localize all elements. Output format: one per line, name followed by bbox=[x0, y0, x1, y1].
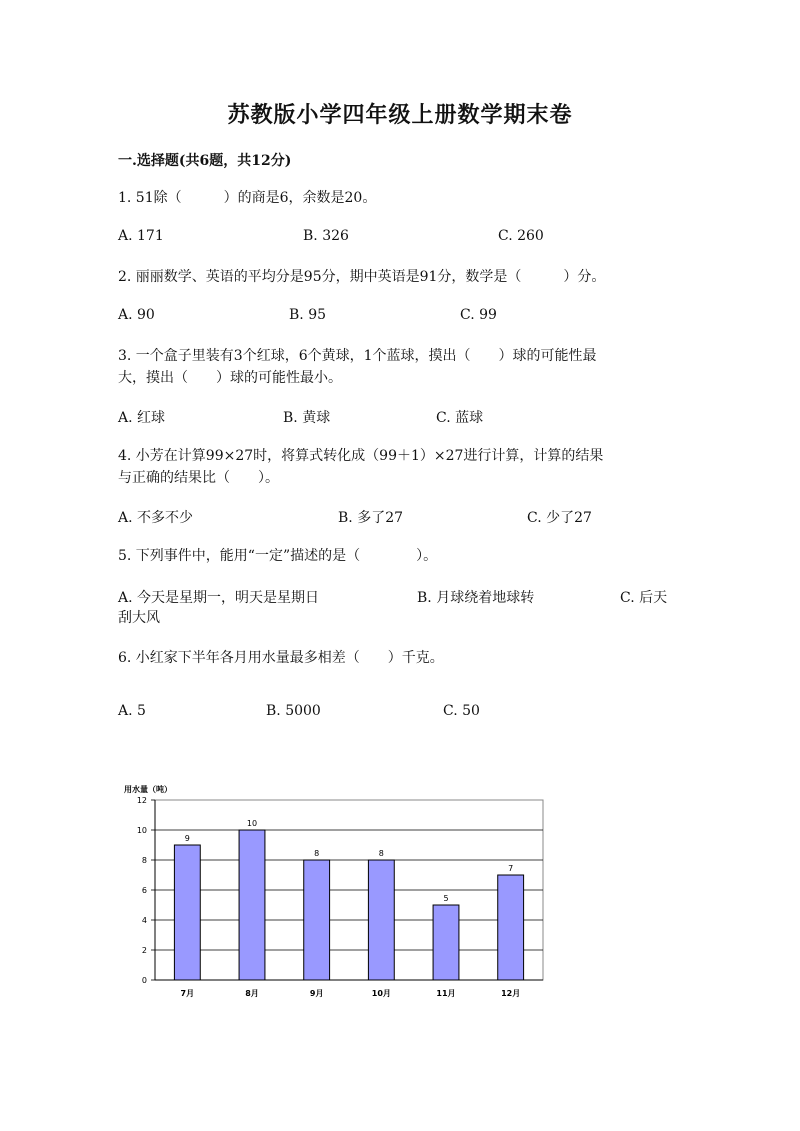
bar bbox=[239, 830, 265, 980]
bar bbox=[498, 875, 524, 980]
question-3-text-line-1: 3. 一个盒子里装有3个红球，6个黄球，1个蓝球，摸出（ ）球的可能性最 bbox=[118, 348, 597, 364]
x-tick-label: 7月 bbox=[180, 989, 195, 998]
question-2-text: 2. 丽丽数学、英语的平均分是95分，期中英语是91分，数学是（ ）分。 bbox=[118, 269, 606, 285]
water-usage-chart bbox=[118, 782, 558, 1012]
y-tick-label: 6 bbox=[141, 886, 147, 895]
bar-value-label: 5 bbox=[443, 894, 449, 903]
bar bbox=[304, 860, 330, 980]
y-axis-label: 用水量（吨） bbox=[124, 785, 172, 794]
bar bbox=[368, 860, 394, 980]
question-1-option-c[interactable]: C. 260 bbox=[498, 228, 544, 244]
y-tick-label: 2 bbox=[141, 946, 147, 955]
question-3-option-a[interactable]: A. 红球 bbox=[118, 410, 166, 426]
x-tick-label: 10月 bbox=[371, 989, 391, 998]
question-6-option-c[interactable]: C. 50 bbox=[443, 703, 480, 719]
section-heading: 一.选择题(共6题，共12分) bbox=[118, 153, 292, 169]
bar-value-label: 8 bbox=[378, 849, 384, 858]
question-4-option-b[interactable]: B. 多了27 bbox=[338, 510, 404, 526]
question-4-text-line-1: 4. 小芳在计算99×27时，将算式转化成（99＋1）×27进行计算，计算的结果 bbox=[118, 448, 604, 464]
x-tick-label: 11月 bbox=[436, 989, 456, 998]
y-tick-label: 4 bbox=[141, 916, 147, 925]
question-5-option-a[interactable]: A. 今天是星期一，明天是星期日 bbox=[118, 590, 320, 606]
question-2-option-c[interactable]: C. 99 bbox=[460, 307, 497, 323]
question-6-option-a[interactable]: A. 5 bbox=[118, 703, 146, 719]
bar-value-label: 9 bbox=[184, 834, 190, 843]
question-3-text-line-2: 大，摸出（ ）球的可能性最小。 bbox=[118, 370, 342, 386]
question-6-option-b[interactable]: B. 5000 bbox=[266, 703, 321, 719]
question-4-option-a[interactable]: A. 不多不少 bbox=[118, 510, 194, 526]
question-2-option-b[interactable]: B. 95 bbox=[289, 307, 327, 323]
question-1-text: 1. 51除（ ）的商是6，余数是20。 bbox=[118, 190, 377, 206]
question-3-option-b[interactable]: B. 黄球 bbox=[283, 410, 331, 426]
question-3-option-c[interactable]: C. 蓝球 bbox=[436, 410, 484, 426]
bar-chart-svg bbox=[118, 782, 558, 1012]
question-5-option-b[interactable]: B. 月球绕着地球转 bbox=[417, 590, 535, 606]
y-tick-label: 8 bbox=[141, 856, 147, 865]
question-4-text-line-2: 与正确的结果比（ ）。 bbox=[118, 470, 279, 486]
bar-value-label: 8 bbox=[314, 849, 320, 858]
question-2-option-a[interactable]: A. 90 bbox=[118, 307, 155, 323]
x-tick-label: 12月 bbox=[501, 989, 521, 998]
bar-value-label: 7 bbox=[508, 864, 514, 873]
question-5-text: 5. 下列事件中，能用“一定”描述的是（ ）。 bbox=[118, 548, 438, 564]
y-tick-label: 12 bbox=[136, 796, 147, 805]
y-tick-label: 0 bbox=[141, 976, 147, 985]
y-tick-label: 10 bbox=[136, 826, 147, 835]
x-tick-label: 8月 bbox=[245, 989, 259, 998]
question-4-option-c[interactable]: C. 少了27 bbox=[527, 510, 592, 526]
question-1-option-b[interactable]: B. 326 bbox=[303, 228, 349, 244]
bar bbox=[433, 905, 459, 980]
question-1-option-a[interactable]: A. 171 bbox=[118, 228, 164, 244]
question-6-text: 6. 小红家下半年各月用水量最多相差（ ）千克。 bbox=[118, 650, 444, 666]
question-5-option-c-continued: 刮大风 bbox=[118, 610, 160, 626]
bar bbox=[174, 845, 200, 980]
question-5-option-c[interactable]: C. 后天 bbox=[620, 590, 668, 606]
x-tick-label: 9月 bbox=[309, 989, 324, 998]
bar-value-label: 10 bbox=[246, 819, 258, 828]
page-title: 苏教版小学四年级上册数学期末卷 bbox=[227, 102, 573, 128]
